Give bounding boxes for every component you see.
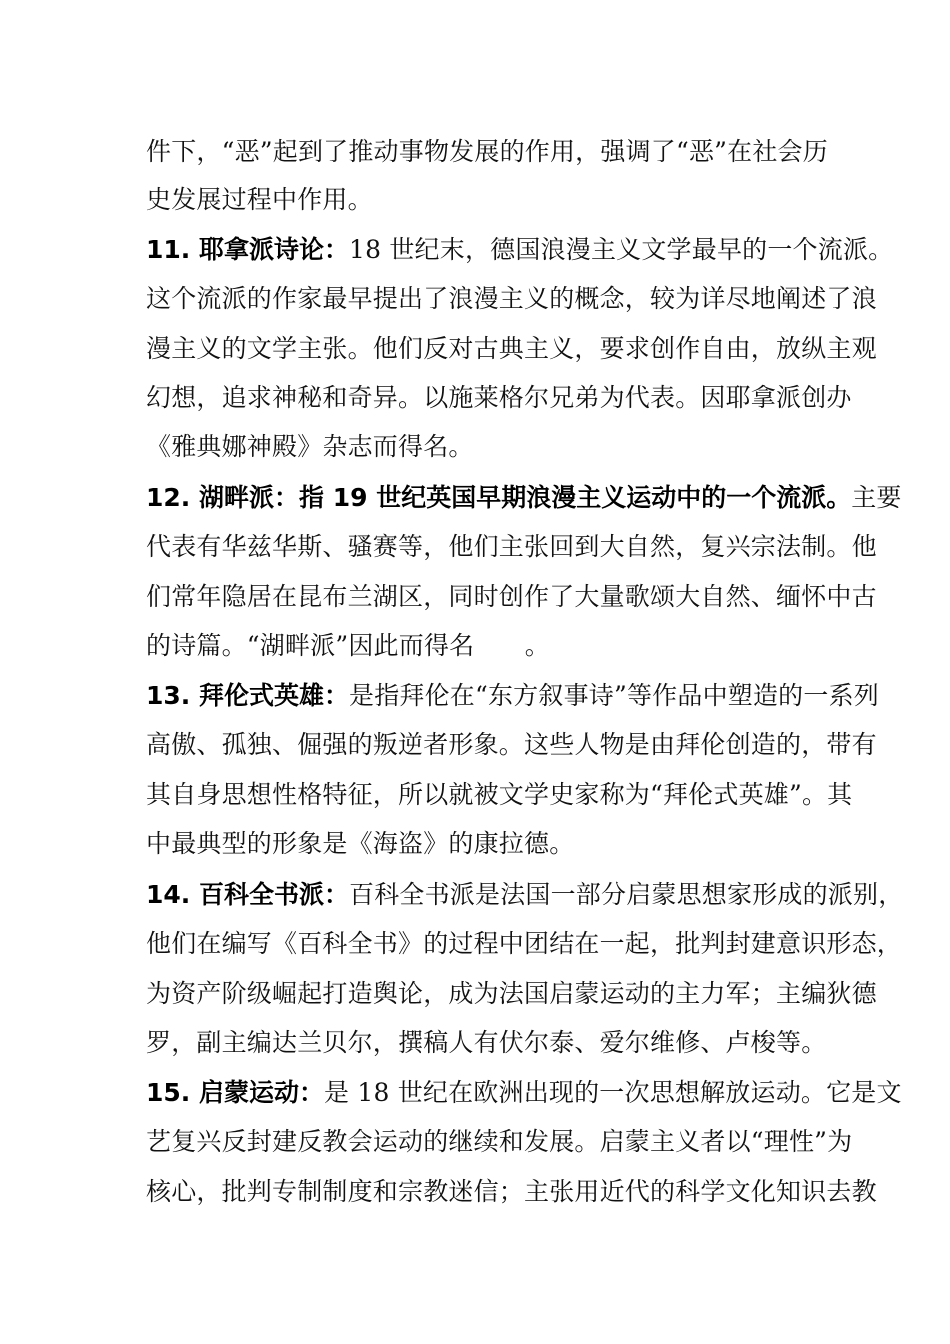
paragraph-line: 漫主义的文学主张。他们反对古典主义，要求创作自由，放纵主观 bbox=[146, 334, 877, 363]
paragraph-line: 中最典型的形象是《海盗》的康拉德。 bbox=[146, 829, 575, 858]
entry-15-text: 是 18 世纪在欧洲出现的一次思想解放运动。它是文 bbox=[324, 1078, 902, 1107]
paragraph-line: 为资产阶级崛起打造舆论，成为法国启蒙运动的主力军；主编狄德 bbox=[146, 979, 877, 1008]
paragraph-line: 幻想，追求神秘和奇异。以施莱格尔兄弟为代表。因耶拿派创办 bbox=[146, 383, 852, 412]
entry-12-first-line bbox=[146, 483, 902, 513]
paragraph-line: 其自身思想性格特征，所以就被文学史家称为“拜伦式英雄”。其 bbox=[146, 780, 853, 809]
paragraph-line: 们常年隐居在昆布兰湖区，同时创作了大量歌颂大自然、缅怀中古 bbox=[146, 582, 877, 611]
paragraph-line: 件下，“恶”起到了推动事物发展的作用，强调了“恶”在社会历 bbox=[146, 137, 828, 166]
paragraph-line: 高傲、孤独、倔强的叛逆者形象。这些人物是由拜伦创造的，带有 bbox=[146, 730, 877, 759]
entry-12-term: 12. 湖畔派：指 19 世纪英国早期浪漫主义运动中的一个流派。 bbox=[146, 483, 852, 512]
paragraph-line: 的诗篇。“湖畔派”因此而得名 。 bbox=[146, 631, 550, 660]
paragraph-line: 代表有华兹华斯、骚赛等，他们主张回到大自然，复兴宗法制。他 bbox=[146, 532, 877, 561]
entry-14-term: 14. 百科全书派： bbox=[146, 880, 349, 909]
paragraph-line: 史发展过程中作用。 bbox=[146, 185, 373, 214]
entry-14-first-line bbox=[146, 880, 904, 910]
entry-11-first-line bbox=[146, 235, 894, 265]
entry-14-text: 百科全书派是法国一部分启蒙思想家形成的派别， bbox=[349, 880, 904, 909]
paragraph-line: 《雅典娜神殿》杂志而得名。 bbox=[146, 432, 474, 461]
paragraph-line: 他们在编写《百科全书》的过程中团结在一起，批判封建意识形态， bbox=[146, 929, 903, 958]
paragraph-line: 这个流派的作家最早提出了浪漫主义的概念，较为详尽地阐述了浪 bbox=[146, 284, 877, 313]
entry-11-text: 18 世纪末，德国浪漫主义文学最早的一个流派。 bbox=[349, 235, 894, 264]
entry-13-term: 13. 拜伦式英雄： bbox=[146, 681, 349, 710]
paragraph-line: 罗，副主编达兰贝尔，撰稿人有伏尔泰、爱尔维修、卢梭等。 bbox=[146, 1028, 827, 1057]
entry-11-term: 11. 耶拿派诗论： bbox=[146, 235, 349, 264]
entry-15-term: 15. 启蒙运动： bbox=[146, 1078, 324, 1107]
paragraph-line: 核心，批判专制制度和宗教迷信；主张用近代的科学文化知识去教 bbox=[146, 1177, 877, 1206]
entry-12-text: 主要 bbox=[851, 483, 902, 512]
entry-13-text: 是指拜伦在“东方叙事诗”等作品中塑造的一系列 bbox=[349, 681, 879, 710]
paragraph-line: 艺复兴反封建反教会运动的继续和发展。启蒙主义者以“理性”为 bbox=[146, 1127, 853, 1156]
entry-13-first-line bbox=[146, 681, 879, 711]
entry-15-first-line bbox=[146, 1078, 902, 1108]
